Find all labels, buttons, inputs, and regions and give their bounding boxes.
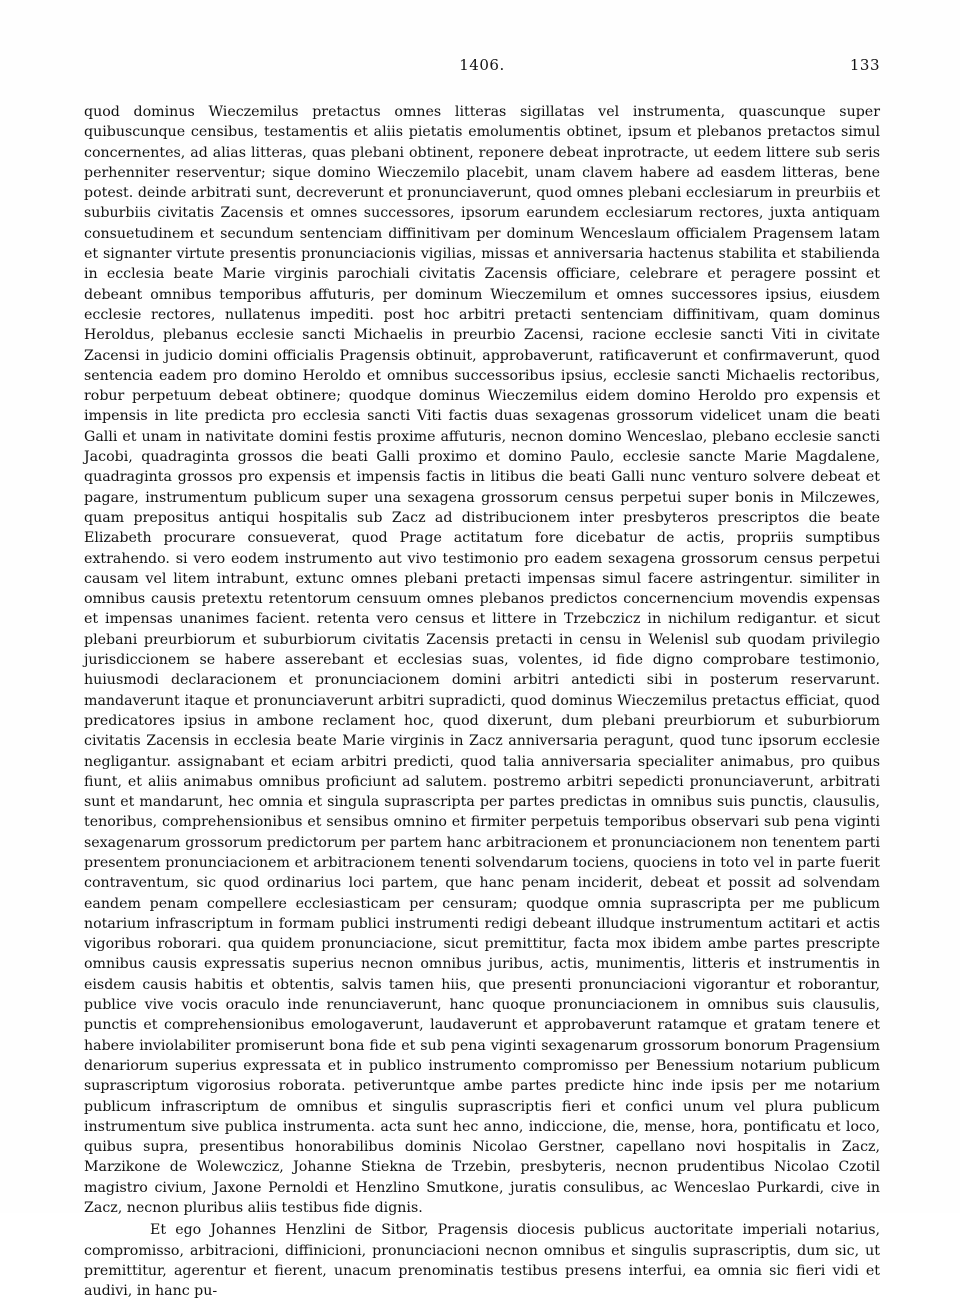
paragraph-notary-attestation: Et ego Johannes Henzlini de Sitbor, Pragensis diocesis publicus auctoritate imperiali notarius, compromisso, arbitracioni, diffinicioni, pronunciacioni necnon omnibus et singulis suprascriptis, dum sic, ut premittitur, agerentur et fierent, unacum prenominatis testibus presens interfui, ea omnia sic fieri vidi et audivi, in hanc pu- <box>84 1222 880 1300</box>
document-body <box>84 102 880 1302</box>
header-year: 1406. <box>459 56 505 74</box>
page-number: 133 <box>849 56 880 74</box>
paragraph-main: quod dominus Wieczemilus pretactus omnes litteras sigillatas vel instrumenta, quascunque super quibuscunque censibus, testamentis et aliis pietatis emolumentis obtinet, ipsum et plebanos pretactos simul concernentes, ad alias litteras, quas plebani obtinent, reponere debeat inprotracte, ut eedem littere sub seris perhenniter reserventur; sique domino Wieczemilo placebit, unam clavem habere ad easdem litteras, bene potest. deinde arbitrati sunt, decreverunt et pronunciaverunt, quod omnes plebani ecclesiarum in preurbiis et suburbiis civitatis Zacensis et omnes successores, ipsorum earundem ecclesiarum rectores, juxta antiquam consuetudinem et secundum sentenciam diffinitivam per dominum Wenceslaum officialem Pragensem latam et signanter virtute presentis pronunciacionis vigilias, missas et anniversaria hactenus stabilita et stabilienda in ecclesia beate Marie virginis parochiali civitatis Zacensis officiare, celebrare et peragere possint et debeant omnibus temporibus affuturis, per dominum Wieczemilum et omnes successores ipsius, eiusdem ecclesie rectores, nullatenus impediti. post hoc arbitri pretacti sentenciam diffinitivam, quam dominus Heroldus, plebanus ecclesie sancti Michaelis in preurbio Zacensi, racione ecclesie sancti Viti in civitate Zacensi in judicio domini officialis Pragensis obtinuit, approbaverunt, ratificaverunt et confirmaverunt, quod sentencia eadem pro domino Heroldo et omnibus successoribus ipsius, ecclesie sancti Michaelis rectoribus, robur perpetuum debeat obtinere; quodque dominus Wieczemilus eidem domino Heroldo pro expensis et impensis in lite predicta pro ecclesia sancti Viti factis duas sexagenas grossorum videlicet unam die beati Galli et unam in nativitate domini festis proxime affuturis, necnon domino Wenceslao, plebano ecclesie sancti Jacobi, quadraginta grossos die beati Galli proximo et domino Paulo, ecclesie sancte Marie Magdalene, quadraginta grossos pro expensis et impensis factis in litibus die beati Galli nunc venturo solvere debeat et pagare, instrumentum publicum super una sexagena grossorum census perpetui super bonis in Milczewes, quam prepositus antiqui hospitalis sub Zacz ad distribucionem inter presbyteros prescriptos die beate Elizabeth procurare consueverat, quod Prage actitatum fore dicebatur de actis, propriis sumptibus extrahendo. si vero eodem instrumento aut vivo testimonio pro eadem sexagena grossorum census perpetui causam vel litem intrabunt, extunc omnes plebani pretacti impensas simul facere astringentur. similiter in omnibus causis pretextu retentorum censuum omnes plebanos predictos concernencium movendis expensas et impensas unanimes facient. retenta vero census et littere in Trzebczicz in nichilum redigantur. et sicut plebani preurbiorum et suburbiorum civitatis Zacensis pretacti in censu in Welenisl sub quodam privilegio jurisdiccionem se habere asserebant et ecclesias suas, volentes, id fide digno comprobare testimonio, huiusmodi declaracionem et pronunciacionem domini arbitri antedicti sibi in posterum reservarunt. mandaverunt itaque et pronunciaverunt arbitri supradicti, quod dominus Wieczemilus pretactus efficiat, quod predicatores ipsius in ambone reclament hoc, quod dixerunt, dum plebani preurbiorum et suburbiorum civitatis Zacensis in ecclesia beate Marie virginis in Zacz anniversaria peragunt, quod tunc ipsorum ecclesie negligantur. assignabant et eciam arbitri predicti, quod talia anniversaria specialiter animabus, pro quibus fiunt, et aliis animabus omnibus proficiunt ad salutem. postremo arbitri sepedicti pronunciaverunt, arbitrati sunt et mandarunt, hec omnia et singula suprascripta per partes predictas in omnibus suis punctis, clausulis, tenoribus, comprehensionibus et sensibus omnino et firmiter perpetuis temporibus observari sub pena viginti sexagenarum grossorum predictorum per partem hanc arbitracionem et pronunciacionem non tenentem parti presentem pronunciacionem et arbitracionem tenenti solvendarum tociens, quociens in toto vel in parte fuerit contraventum, sic quod ordinarius loci partem, que hanc penam inciderit, debeat et possit ad solvendam eandem penam compellere ecclesiasticam per censuram; quodque omnia suprascripta per me publicum notarium infrascriptum in formam publici instrumenti redigi debeant illudque instrumentum actitari et actis vigoribus roborari. qua quidem pronunciacione, sicut premittitur, facta mox ibidem ambe partes prescripte omnibus causis expressatis superius necnon omnibus juribus, actis, munimentis, litteris et instrumentis in eisdem causis habitis et obtentis, salvis tamen hiis, que presenti pronunciacioni vigorantur et roborantur, publice vive vocis oraculo inde renunciaverunt, hanc quoque pronunciacionem in omnibus suis clausulis, punctis et comprehensionibus emologaverunt, laudaverunt et approbaverunt ratamque et gratam tenere et habere inviolabiliter promiserunt bona fide et sub pena viginti sexagenarum grossorum bonorum Pragensium denariorum superius expressata et in publico instrumento compromisso per Benessium notarium publicum suprascriptum vigorosius roborata. petiveruntque ambe partes predicte hinc inde ipsis per me notarium publicum infrascriptum de omnibus et singulis suprascriptis fieri et confici unum vel plura publicum instrumentum sive publica instrumenta. acta sunt hec anno, indiccione, die, mense, hora, pontificatu et loco, quibus supra, presentibus honorabilibus dominis Nicolao Gerstner, capellano novi hospitalis in Zacz, Marzikone de Wolewczicz, Johanne Stiekna de Trzebin, presbyteris, necnon prudentibus Nicolao Czotil magistro civium, Jaxone Pernoldi et Henzlino Smutkone, juratis consulibus, ac Wenceslao Purkardi, cive in Zacz, necnon pluribus aliis testibus fide dignis. <box>84 104 880 1217</box>
running-header <box>84 56 880 80</box>
